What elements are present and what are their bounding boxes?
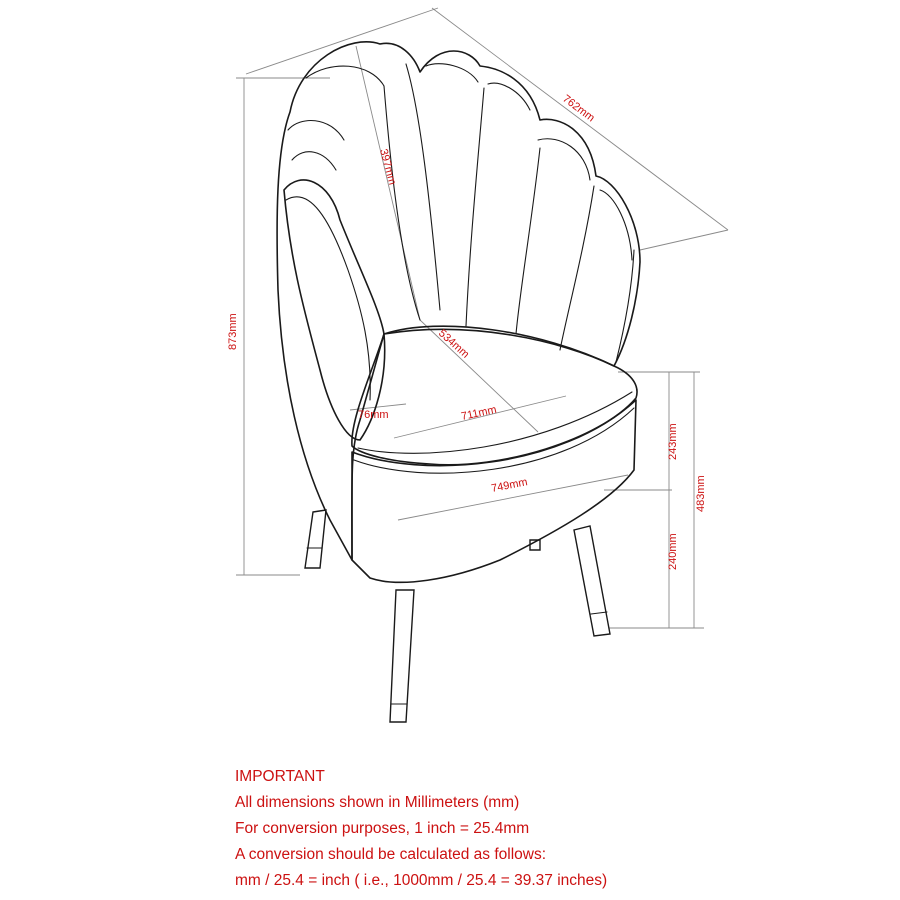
conversion-notes <box>235 764 855 894</box>
dim-seat-width: 711mm <box>460 403 498 423</box>
dim-overall-width: 762mm <box>560 92 597 125</box>
dim-overall-height: 873mm <box>227 313 239 350</box>
dim-leg-height: 240mm <box>667 533 679 570</box>
dim-backrest-height: 397mm <box>377 147 399 187</box>
dim-arm-width: 76mm <box>358 409 389 421</box>
dimension-labels <box>227 93 707 570</box>
notes-line-conversion-factor: For conversion purposes, 1 inch = 25.4mm <box>235 820 530 837</box>
notes-heading: IMPORTANT <box>235 768 325 785</box>
dim-seat-depth: 534mm <box>435 327 472 361</box>
notes-line-units: All dimensions shown in Millimeters (mm) <box>235 794 520 811</box>
notes-line-calculation-intro: A conversion should be calculated as follows: <box>235 846 547 863</box>
chair-legs <box>305 510 610 722</box>
notes-line-formula: mm / 25.4 = inch ( i.e., 1000mm / 25.4 = 39.37 inches) <box>235 872 608 889</box>
dim-seat-height: 483mm <box>695 475 707 512</box>
seat-cushion <box>352 326 637 465</box>
dim-seat-cushion-height: 243mm <box>667 423 679 460</box>
dim-base-width: 749mm <box>490 476 529 495</box>
